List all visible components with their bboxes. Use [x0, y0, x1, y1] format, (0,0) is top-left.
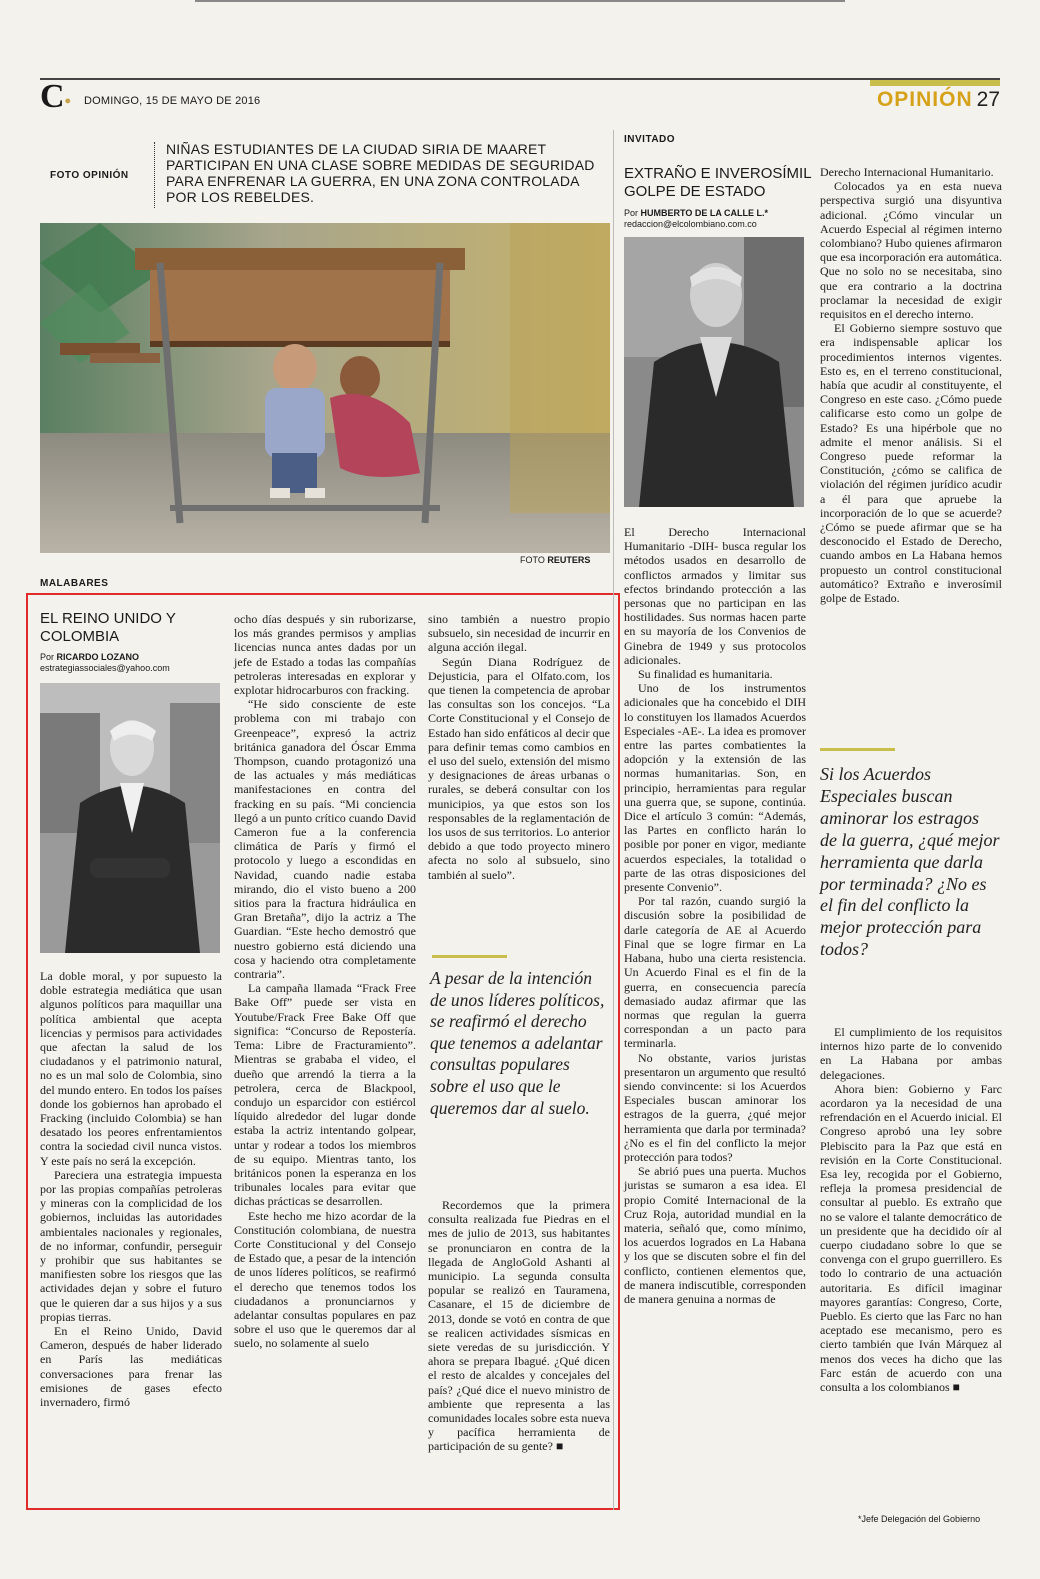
- invitado-headline: EXTRAÑO E INVEROSÍMIL GOLPE DE ESTADO: [624, 165, 811, 200]
- paragraph: Derecho Internacional Humanitario.: [820, 165, 994, 179]
- pullquote-bar: [820, 748, 895, 751]
- malabares-byline: Por RICARDO LOZANO estrategiassociales@yahoo.com: [40, 652, 170, 673]
- paragraph: Recordemos que la primera consulta realizada fue Piedras en el mes de julio de 2013, sus habitantes se pronunciaron en contra de la llegada de AngloGold Ashanti al municipio. La segunda consulta popular se realizó en Tauramena, Casanare, el 15 de diciembre de 2013, donde se votó en contra de que se realicen actividades sísmicas en siete veredas de su jurisdicción. Y ahora se prepara Ibagué. ¿Qué dicen el resto de alcaldes y concejales del país? ¿Qué dice el nuevo ministro de ambiente que representa a las comunidades locales sobre esta nueva y pacífica herramienta de participación de su gente? ■: [428, 1198, 610, 1454]
- photo-credit: FOTO REUTERS: [520, 555, 591, 565]
- paragraph: La campaña llamada “Frack Free Bake Off” puede ser vista en Youtube/Frack Free Bake Off que significa: “Concurso de Repostería. Tema: Libre de Fracturamiento”. Mientras se grababa el video, el dueño que arrendó la tierra a la petrolera, cerca de Blackpool, condujo un esparcidor con estiércol líquido alrededor del lugar donde estaba la actriz intentando golpear, untar y rodear a todos los miembros de su equipo. Mientras tanto, los británicos ponen la esperanza en los tribunales locales para evitar que dichas prácticas se desarrollen.: [234, 981, 416, 1209]
- author-email: redaccion@elcolombiano.com.co: [624, 219, 757, 229]
- issue-date: DOMINGO, 15 DE MAYO DE 2016: [84, 95, 261, 107]
- guest-author-photo: [624, 237, 804, 507]
- newspaper-logo: C•: [40, 78, 71, 115]
- paragraph: sino también a nuestro propio subsuelo, sin necesidad de incurrir en alguna acción ilegal.: [428, 612, 610, 655]
- paragraph: Se abrió pues una puerta. Muchos juristas se sumaron a esa idea. El propio Comité Internacional de la Cruz Roja, autoridad mundial en la materia, señaló que, como mínimo, los acuerdos logrados en La Habana y los que se discuten sobre el fin del conflicto, contienen elementos que, de manera indiscutible, corresponden de manera genuina a normas de: [624, 1164, 806, 1306]
- paragraph: El Gobierno siempre sostuvo que era indispensable aplicar los procedimientos internos vigentes. Esto es, en el terreno constitucional, había que acudir al constituyente, el Congreso en este caso. ¿Cómo puede calificarse esto como un golpe de Estado? Es una hipérbole que no admite el menor análisis. Si el Congreso puede reformar la Constitución, ¿cómo se califica de violación del régimen jurídico acudir a él para que apruebe la incorporación de lo que se acuerde? ¿Cómo se puede afirmar que se ha desconocido el Estado de Derecho, cuando ambos en La Habana hemos propuesto un control constitucional automático? Extraño e inverosímil golpe de Estado.: [820, 321, 1002, 606]
- invitado-column-2-end: [820, 1025, 1002, 1394]
- foto-opinion-label: FOTO OPINIÓN: [50, 170, 129, 181]
- section-accent-bar: [870, 80, 1000, 86]
- paragraph: ocho días después y sin ruborizarse, los más grandes permisos y amplias licencias nunca antes dadas por un jefe de Estado a todas las compañías petroleras interesadas en explorar y explotar hidrocarburos con fracking.: [234, 612, 416, 698]
- malabares-column-1: [40, 969, 222, 1409]
- malabares-pullquote: A pesar de la intención de unos líderes políticos, se reafirmó el derecho que tenemos a adelantar consultas populares sobre el uso que le queremos dar al suelo.: [430, 968, 605, 1118]
- header-rule: [40, 78, 1000, 80]
- paragraph: Su finalidad es humanitaria.: [638, 667, 773, 682]
- paragraph: “He sido consciente de este problema con mi trabajo con Greenpeace”, expresó la actriz británica ganadora del Óscar Emma Thompson, cuando protagonizó una de las actuales y más mediáticas manifestaciones en contra del fracking en su país. “Mi conciencia llegó a un punto crítico cuando David Cameron fue a la conferencia climática de París y firmó el protocolo y luego a escondidas en Navidad, cuando nadie estaba mirando, dio el visto bueno a 200 sitios para la fractura hidráulica en Gran Bretaña”, dijo la actriz a The Guardian. “Este hecho demostró que nuestro gobierno está diciendo una cosa y haciendo otra completamente contraria”.: [234, 697, 416, 982]
- author-note: *Jefe Delegación del Gobierno: [858, 1514, 981, 1524]
- malabares-headline: EL REINO UNIDO Y COLOMBIA: [40, 610, 176, 645]
- invitado-column-2: [820, 165, 1002, 605]
- invitado-kicker: INVITADO: [624, 134, 676, 145]
- paragraph: No obstante, varios juristas presentaron un argumento que resultó siendo convincente: si los Acuerdos Especiales buscan aminorar los estragos de la guerra, ¿qué mejor herramienta que darla por terminada? ¿No es el fin del conflicto la mejor protección para todos?: [624, 1050, 806, 1164]
- paragraph: Este hecho me hizo acordar de la Constitución colombiana, de nuestra Corte Constitucional y del Consejo de Estado que, a pesar de la intención de unos líderes políticos, se reafirmó el derecho que tenemos todos los ciudadanos a pronunciarnos y adelantar consultas populares en paz sobre el uso que le queremos dar al suelo, no solamente al suelo: [234, 1208, 416, 1351]
- malabares-column-3: [428, 612, 610, 882]
- paragraph: El Derecho Internacional Humanitario -DIH- busca regular los métodos usados en desarrollo de conflictos armados y limitar sus efectos brindando protección a las personas que no participan en las hostilidades. Sus normas hacen parte en su mayoría de los Convenios de Ginebra de 1949 y sus protocolos adicionales.: [624, 525, 806, 667]
- malabares-kicker: MALABARES: [40, 578, 109, 589]
- paragraph: Por tal razón, cuando surgió la discusión sobre la posibilidad de darle categoría de AE al Acuerdo Final que se logre firmar en La Habana, hubo una cierta resistencia. Un Acuerdo Final es el fin de la guerra, en consecuencia parecía demasiado audaz afirmar que las normas que regulan la guerra correspondan a un pacto para terminarla.: [624, 894, 806, 1051]
- malabares-column-3-end: [428, 1198, 610, 1454]
- author-photo: [40, 683, 220, 953]
- paragraph: El cumplimiento de los requisitos internos hizo parte de lo convenido en La Habana por ambas delegaciones.: [820, 1025, 1002, 1082]
- paragraph: Según Diana Rodríguez de Dejusticia, para el Olfato.com, los que tienen la competencia de aprobar las consultas son los concejos. “La Corte Constitucional y el Consejo de Estado han sido enfáticos al decir que para definir temas como cambios en el uso del suelo, extensión del mismo y designaciones de áreas urbanas o rurales, se deberá consultar con los municipios, ya que estos son los responsables de la reglamentación de los usos de sus territorios. Lo anterior debido a que todo proyecto minero afecta no solo al subsuelo, sino también al suelo”.: [428, 654, 610, 882]
- column-divider: [613, 130, 614, 1510]
- invitado-pullquote: Si los Acuerdos Especiales buscan aminorar los estragos de la guerra, ¿qué mejor herramienta que darla por terminada? ¿No es el fin del conflicto la mejor protección para todos?: [820, 764, 1000, 960]
- photo-caption: NIÑAS ESTUDIANTES DE LA CIUDAD SIRIA DE MAARET PARTICIPAN EN UNA CLASE SOBRE MEDIDAS DE SEGURIDAD PARA ENFRENAR LA GUERRA, EN UNA ZONA CONTROLADA POR LOS REBELDES.: [166, 141, 595, 205]
- classroom-photo: [40, 223, 610, 553]
- pullquote-bar: [432, 955, 507, 958]
- invitado-column-1: [624, 525, 806, 1306]
- paragraph: Colocados ya en esta nueva perspectiva surgió una disyuntiva adicional. ¿Cómo vincular un Acuerdo Especial al régimen interno colombiano? Hubo quienes afirmaron que esa incorporación era automática. Que no solo no se necesitaba, sino que era contrario a la doctrina proclamar la necesidad de exigir requisitos en el derecho interno.: [820, 179, 1002, 322]
- top-rule: [195, 0, 845, 2]
- paragraph: La doble moral, y por supuesto la doble estrategia mediática que usan algunos políticos para maquillar una política ambiental que acepta licencias y permisos para actividades que afectan la salud de los ciudadanos y el patrimonio natural, no es un mal solo de Colombia, sino del mundo entero. En todos los países donde los gobiernos han aprobado el Fracking (incluido Colombia) se han desatado los peores enfrentamientos contra la sociedad civil nunca vistos. Y este país no será la excepción.: [40, 969, 222, 1168]
- caption-divider: [154, 142, 155, 208]
- page-number: 27: [976, 88, 1000, 111]
- author-name: RICARDO LOZANO: [56, 652, 140, 662]
- malabares-column-2: [234, 612, 416, 1351]
- author-name: HUMBERTO DE LA CALLE L.*: [640, 208, 769, 218]
- section-title: OPINIÓN 27: [876, 88, 1000, 111]
- paragraph: En el Reino Unido, David Cameron, después de haber liderado en París las mediáticas conversaciones para frenar las emisiones de gases efecto invernadero, firmó: [40, 1324, 222, 1410]
- paragraph: Ahora bien: Gobierno y Farc acordaron ya la necesidad de una refrendación en el Acuerdo inicial. El Congreso aprobó una ley sobre Plebiscito para la Paz que está en revisión en la Corte Constitucional. Esa ley, recogida por el Gobierno, refleja la promesa presidencial de consultar al pueblo. Es extraño que no se valore el talante democrático de un presidente que ha decidido oír al cuerpo ciudadano sobre lo que se convenga con el grupo guerrillero. Es todo lo contrario de una actuación autoritaria. Es difícil imaginar mayores garantías: Congreso, Corte, Pueblo. Es cierto que las Farc no han aceptado ese mecanismo, pero es cierto también que Iván Márquez al menos dos veces ha dicho que las Farc están de acuerdo con una consulta a los colombianos ■: [820, 1081, 1002, 1395]
- author-email: estrategiassociales@yahoo.com: [40, 663, 170, 673]
- paragraph: Pareciera una estrategia impuesta por las propias compañías petroleras y mineras con la complicidad de los gobiernos, incluidas las autoridades ambientales nacionales y regionales, de no informar, confundir, perseguir y prohibir que sus habitantes se manifiesten sobre los riesgos que las actividades dejan y sobre el futuro que le quieren dar a sus hijos y a sus propias tierras.: [40, 1167, 222, 1324]
- invitado-byline: Por HUMBERTO DE LA CALLE L.* redaccion@elcolombiano.com.co: [624, 208, 769, 229]
- paragraph: Uno de los instrumentos adicionales que ha concebido el DIH lo constituyen los llamados Acuerdos Especiales -AE-. La idea es promover entre las partes combatientes la adopción y la extensión de las normas humanitarias. Son, en principio, herramientas para regular una guerra que, se supone, continúa. Dice el artículo 3 común: “Además, las Partes en conflicto harán lo posible por poner en vigor, mediante acuerdos especiales, la totalidad o parte de las otras disposiciones del presente Convenio”.: [624, 681, 806, 895]
